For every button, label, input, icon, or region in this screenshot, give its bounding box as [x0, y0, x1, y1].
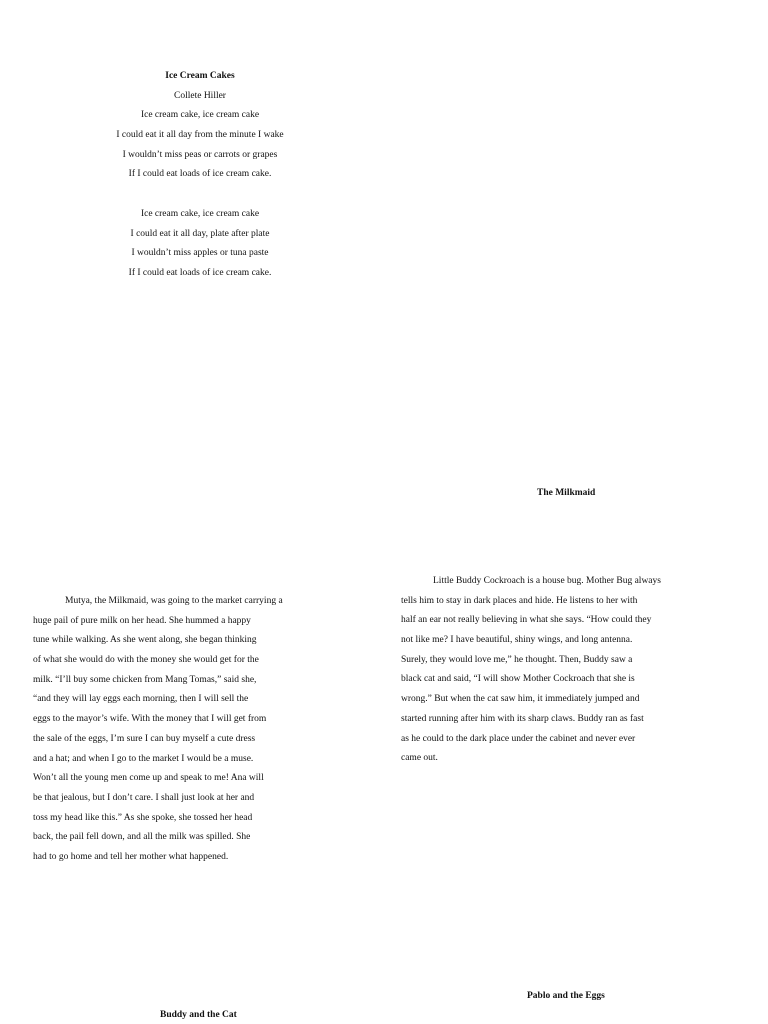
story-line: wrong.” But when the cat saw him, it immediately jumped and	[401, 694, 640, 705]
story-line: started running after him with its sharp claws. Buddy ran as fast	[401, 713, 644, 724]
story-line: be that jealous, but I don’t care. I shall just look at her and	[33, 792, 255, 803]
story-line: the sale of the eggs, I’m sure I can buy myself a cute dress	[33, 733, 256, 744]
story-line: came out.	[401, 753, 438, 764]
story-line: Won’t all the young men come up and speak to me! Ana will	[33, 773, 264, 784]
story-line: “and they will lay eggs each morning, then I will sell the	[33, 694, 249, 705]
story-line: black cat and said, “I will show Mother Cockroach that she is	[401, 674, 635, 685]
story-line: huge pail of pure milk on her head. She hummed a happy	[33, 615, 251, 626]
story-line: half an ear not really believing in what she says. “How could they	[401, 615, 652, 626]
story-line: tells him to stay in dark places and hide. He listens to her with	[401, 595, 638, 606]
story-line: not like me? I have beautiful, shiny wings, and long antenna.	[401, 635, 633, 646]
story-line: eggs to the mayor’s wife. With the money that I will get from	[33, 714, 267, 725]
story-line: tune while walking. As she went along, she began thinking	[33, 635, 257, 646]
poem-line: I could eat it all day from the minute I wake	[116, 130, 284, 141]
story-line: had to go home and tell her mother what happened.	[33, 851, 229, 862]
poem-line: If I could eat loads of ice cream cake.	[128, 267, 272, 278]
poem-line: I wouldn’t miss apples or tuna paste	[131, 248, 269, 259]
story-line: milk. “I’ll buy some chicken from Mang Tomas,” said she,	[33, 674, 257, 685]
poem-block	[60, 70, 340, 287]
story-line: as he could to the dark place under the cabinet and never ever	[401, 733, 636, 744]
buddy-story	[401, 575, 661, 772]
story-line: Little Buddy Cockroach is a house bug. Mother Bug always	[433, 576, 661, 586]
poem-line: I wouldn’t miss peas or carrots or grapes	[122, 149, 278, 160]
pablo-title: Pablo and the Eggs	[527, 991, 605, 1001]
story-line: back, the pail fell down, and all the milk was spilled. She	[33, 832, 251, 843]
story-line: Mutya, the Milkmaid, was going to the market carrying a	[65, 596, 283, 606]
milkmaid-title: The Milkmaid	[537, 488, 596, 498]
story-line: and a hat; and when I go to the market I would be a muse.	[33, 753, 254, 764]
poem-line: Ice cream cake, ice cream cake	[140, 208, 260, 219]
story-line: toss my head like this.” As she spoke, she tossed her head	[33, 812, 253, 823]
milkmaid-story	[33, 595, 283, 871]
story-line: Surely, they would love me,” he thought. Then, Buddy saw a	[401, 654, 633, 665]
poem-author: Collete Hiller	[174, 90, 226, 101]
poem-line: I could eat it all day, plate after plate	[130, 228, 270, 239]
story-line: of what she would do with the money she would get for the	[33, 655, 259, 666]
poem-title: Ice Cream Cakes	[165, 71, 235, 81]
poem-line: Ice cream cake, ice cream cake	[140, 110, 260, 121]
buddy-title: Buddy and the Cat	[160, 1010, 237, 1020]
poem-line: If I could eat loads of ice cream cake.	[128, 169, 272, 180]
stanza-gap	[60, 188, 340, 208]
